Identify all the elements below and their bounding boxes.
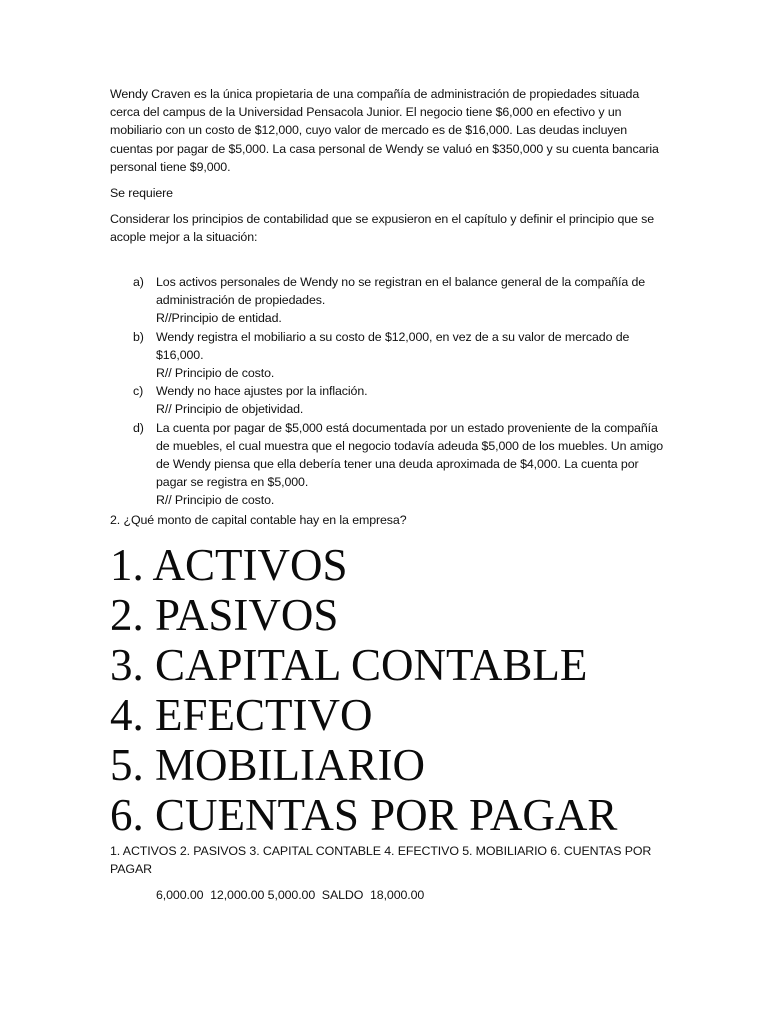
requirement-heading: Se requiere (110, 186, 173, 200)
item-text: Los activos personales de Wendy no se registran en el balance general de la compañía de administración de propiedades. (156, 275, 646, 308)
big-list-item-cuentas-por-pagar: 6. CUENTAS POR PAGAR (110, 790, 618, 840)
list-marker: d) (133, 420, 144, 435)
instruction-paragraph: Considerar los principios de contabilidad que se expusieron en el capítulo y definir el principio que se acople mejor a la situación: (110, 212, 655, 245)
big-list-item-pasivos: 2. PASIVOS (110, 590, 339, 640)
item-answer: R// Principio de costo. (156, 493, 275, 508)
item-text: La cuenta por pagar de $5,000 está documentada por un estado proveniente de la compañía de muebles, el cual muestra que el negocio todavía adeuda $5,000 de los muebles. Un amigo de Wendy piensa que ella debería tener una deuda aproximada de $4,000. La cuenta por pagar se registra en $5,000. (156, 420, 664, 490)
item-text: Wendy no hace ajustes por la inflación. (156, 384, 368, 399)
big-list-item-activos: 1. ACTIVOS (110, 540, 348, 590)
accounts-big-list (110, 540, 617, 840)
question-2: 2. ¿Qué monto de capital contable hay en la empresa? (110, 513, 407, 527)
item-text: Wendy registra el mobiliario a su costo de $12,000, en vez de a su valor de mercado de $16,000. (156, 329, 630, 362)
list-marker: c) (133, 384, 144, 399)
list-item-b (110, 328, 670, 383)
principles-list (110, 273, 670, 510)
list-item-d (110, 419, 670, 510)
accounts-summary-line: 1. ACTIVOS 2. PASIVOS 3. CAPITAL CONTABLE 4. EFECTIVO 5. MOBILIARIO 6. CUENTAS POR PAGAR (110, 844, 652, 877)
intro-paragraph: Wendy Craven es la única propietaria de una compañía de administración de propiedades situada cerca del campus de la Universidad Pensacola Junior. El negocio tiene $6,000 en efectivo y un mobiliario con un costo de $12,000, cuyo valor de mercado es de $16,000. Las deudas incluyen cuentas por pagar de $5,000. La casa personal de Wendy se valuó en $350,000 y su cuenta bancaria personal tiene $9,000. (110, 87, 659, 174)
values-line: 6,000.00 12,000.00 5,000.00 SALDO 18,000.00 (156, 888, 425, 902)
item-answer: R// Principio de costo. (156, 366, 275, 381)
list-marker: b) (133, 329, 144, 344)
list-item-c (110, 382, 670, 418)
item-answer: R// Principio de objetividad. (156, 402, 304, 417)
list-item-a (110, 273, 670, 328)
list-marker: a) (133, 275, 144, 289)
big-list-item-efectivo: 4. EFECTIVO (110, 690, 373, 740)
big-list-item-mobiliario: 5. MOBILIARIO (110, 740, 425, 790)
item-answer: R//Principio de entidad. (156, 311, 282, 326)
big-list-item-capital-contable: 3. CAPITAL CONTABLE (110, 640, 588, 690)
